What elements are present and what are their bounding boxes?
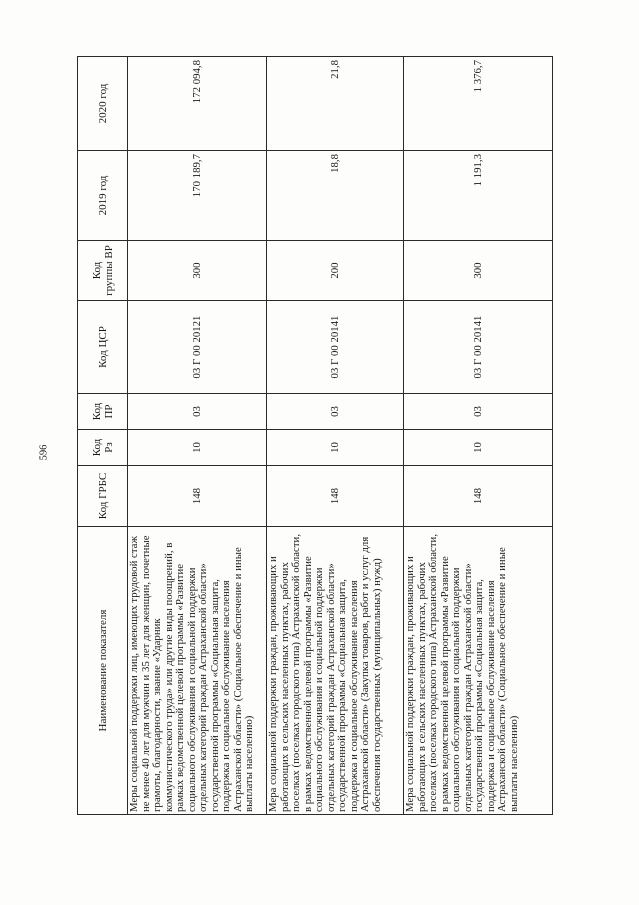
row-pr: 03 xyxy=(267,394,404,430)
row-rz: 10 xyxy=(404,430,553,466)
table-row xyxy=(267,57,404,815)
header-name: Наименование показателя xyxy=(78,527,128,815)
header-grbs: Код ГРБС xyxy=(78,466,128,527)
row-2019: 1 191,3 xyxy=(404,151,553,241)
row-rz: 10 xyxy=(128,430,267,466)
row-vr: 200 xyxy=(267,241,404,301)
row-2019: 18,8 xyxy=(267,151,404,241)
row-pr: 03 xyxy=(128,394,267,430)
row-2020: 172 094,8 xyxy=(128,57,267,151)
row-grbs: 148 xyxy=(267,466,404,527)
header-2020: 2020 год xyxy=(78,57,128,151)
table-row xyxy=(128,57,267,815)
row-2019: 170 189,7 xyxy=(128,151,267,241)
row-name: Мера социальной поддержки граждан, проживающих и работающих в сельских населенных пунктах, рабочих поселках (поселках городского типа) Астраханской области, в рамках ведомственной целевой программы «Развитие социального обслуживания и социальной поддержки отдельных категорий граждан Астраханской области» государственной программы «Социальная защита, поддержка и социальное обслуживание населения Астраханской области» (Закупка товаров, работ и услуг для обеспечения государственных (муниципальных) нужд) xyxy=(267,527,404,815)
header-vr: Код группы ВР xyxy=(78,241,128,301)
row-pr: 03 xyxy=(404,394,553,430)
row-2020: 1 376,7 xyxy=(404,57,553,151)
row-name: Мера социальной поддержки граждан, проживающих и работающих в сельских населенных пунктах, рабочих поселках (поселках городского типа) Астраханской области, в рамках ведомственной целевой программы «Развитие социального обслуживания и социальной поддержки отдельных категорий граждан Астраханской области» государственной программы «Социальная защита, поддержка и социальное обслуживание населения Астраханской области» (Социальное обеспечение и иные выплаты населению) xyxy=(404,527,553,815)
header-csr: Код ЦСР xyxy=(78,301,128,394)
row-csr: 03 Г 00 20141 xyxy=(267,301,404,394)
row-vr: 300 xyxy=(128,241,267,301)
table-header xyxy=(78,57,128,815)
page-number: 596 xyxy=(38,444,50,461)
row-name: Меры социальной поддержки лиц, имеющих трудовой стаж не менее 40 лет для мужчин и 35 лет для женщин, почетные грамоты, благодарности, звание «Ударник коммунистического труда» или другие виды поощрений, в рамках ведомственной целевой программы «Развитие социального обслуживания и социальной поддержки отдельных категорий граждан Астраханской области» государственной программы «Социальная защита, поддержка и социальное обслуживание населения Астраханской области» (Социальное обеспечение и иные выплаты населению) xyxy=(128,527,267,815)
rotated-table-container xyxy=(77,57,563,815)
row-vr: 300 xyxy=(404,241,553,301)
header-2019: 2019 год xyxy=(78,151,128,241)
row-grbs: 148 xyxy=(404,466,553,527)
budget-table xyxy=(77,56,553,815)
row-2020: 21,8 xyxy=(267,57,404,151)
header-row xyxy=(78,57,128,815)
header-rz: Код Рз xyxy=(78,430,128,466)
header-pr: Код ПР xyxy=(78,394,128,430)
table-row xyxy=(404,57,553,815)
row-rz: 10 xyxy=(267,430,404,466)
row-csr: 03 Г 00 20141 xyxy=(404,301,553,394)
row-grbs: 148 xyxy=(128,466,267,527)
row-csr: 03 Г 00 20121 xyxy=(128,301,267,394)
